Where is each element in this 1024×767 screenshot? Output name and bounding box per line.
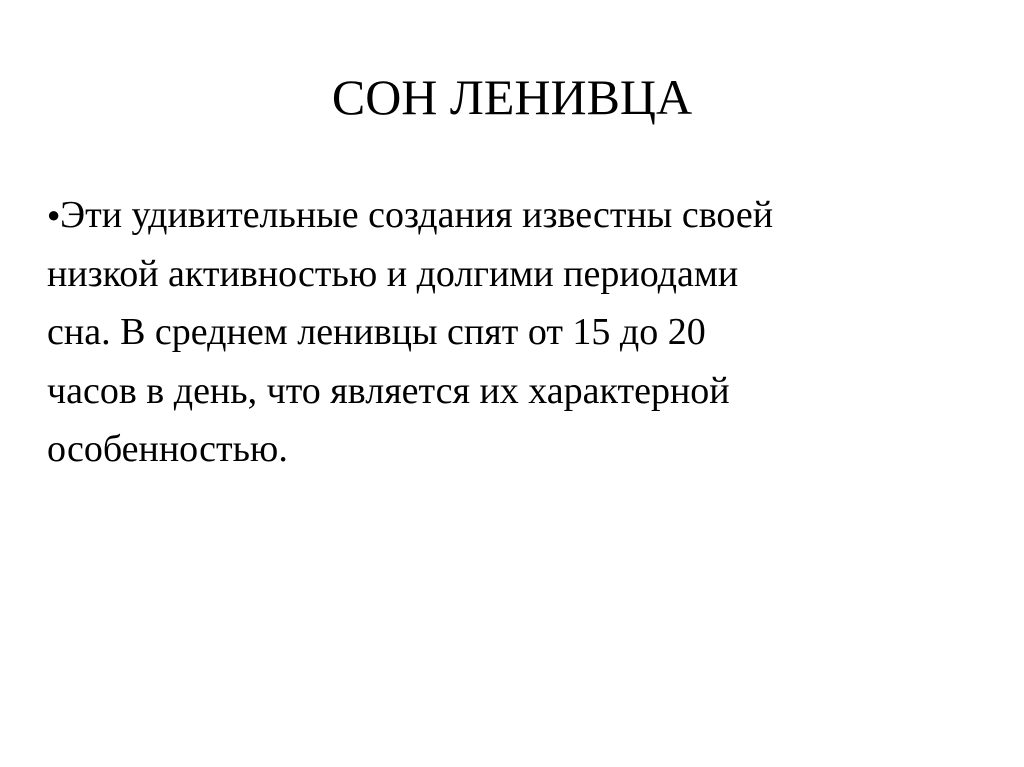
slide-title: СОН ЛЕНИВЦА <box>331 69 693 125</box>
bullet-line-5: особенностью. <box>47 428 288 470</box>
bullet-line-3: сна. В среднем ленивцы спят от 15 до 20 <box>47 311 706 353</box>
bullet-paragraph <box>47 186 947 479</box>
bullet-dot-icon: ● <box>47 202 61 227</box>
bullet-line-1: Эти удивительные создания известны своей <box>60 194 774 236</box>
bullet-line-4: часов в день, что является их характерной <box>47 369 730 412</box>
bullet-line-2: низкой активностью и долгими периодами <box>47 252 739 295</box>
slide-body <box>47 186 947 479</box>
